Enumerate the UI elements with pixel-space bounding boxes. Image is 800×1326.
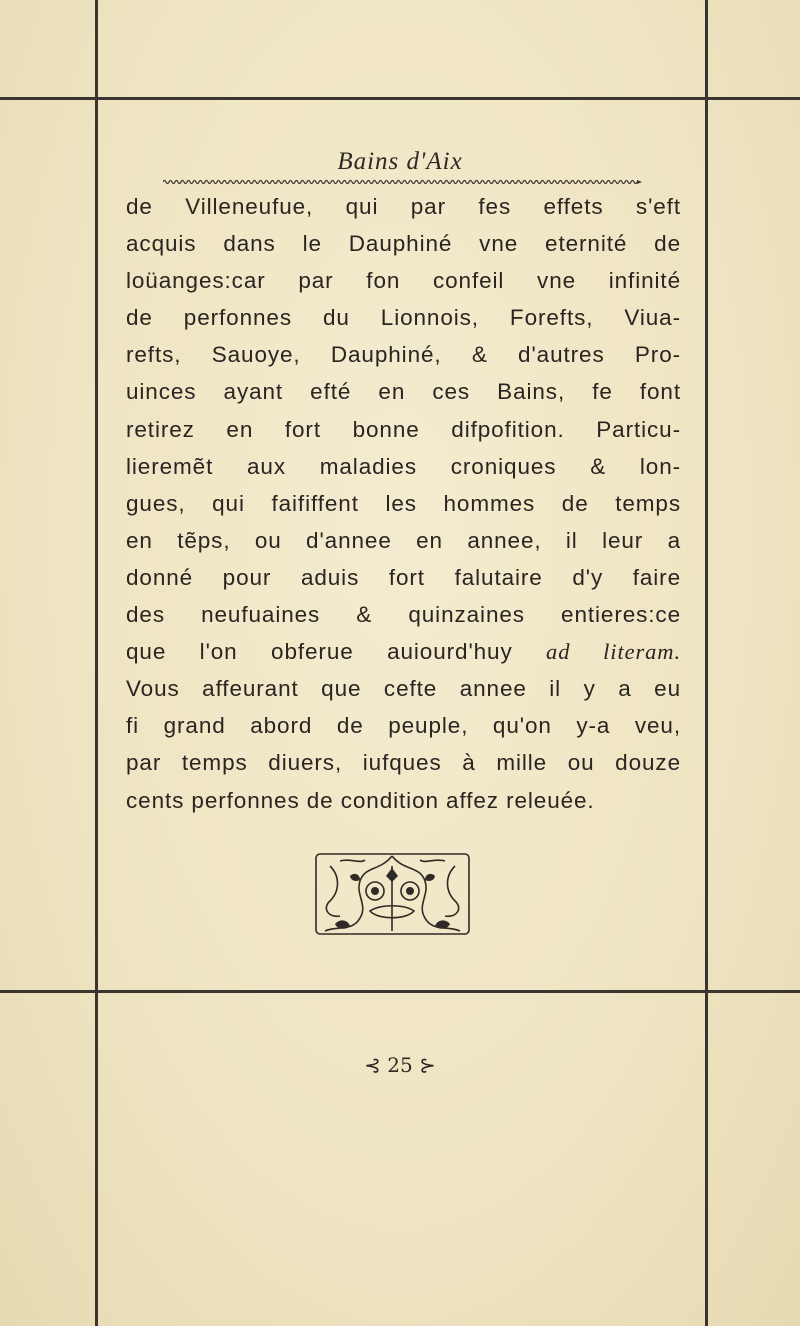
italic-phrase: ad literam. [546, 639, 681, 665]
top-frame-rule [0, 97, 800, 100]
text-line: donné pour aduis fort falutaire d'y faire [126, 564, 681, 590]
text-line: loüanges:car par fon confeil vne infinité [126, 268, 681, 294]
body-text [126, 188, 681, 819]
text-line: de perfonnes du Lionnois, Forefts, Viua- [126, 305, 681, 331]
bottom-frame-rule [0, 990, 800, 993]
page-number: ⊰ 25 ⊱ [364, 1053, 436, 1077]
running-header: Bains d'Aix [337, 148, 463, 175]
floral-tailpiece-ornament-icon [310, 846, 475, 941]
wavy-rule-ornament [163, 177, 643, 187]
text-line: retirez en fort bonne difpofition. Particu- [126, 416, 681, 442]
text-line: Vous affeurant que cefte annee il y a eu [126, 676, 681, 702]
text-line-with-italic [126, 633, 681, 670]
text-line: cents perfonnes de condition affez releuée. [126, 787, 595, 813]
text-line: gues, qui faififfent les hommes de temps [126, 490, 681, 516]
text-line: refts, Sauoye, Dauphiné, & d'autres Pro- [126, 342, 681, 368]
text-line: en tẽps, ou d'annee en annee, il leur a [126, 527, 681, 553]
text-line: par temps diuers, iufques à mille ou douze [126, 750, 681, 776]
text-line: de Villeneufue, qui par fes effets s'eft [126, 194, 681, 219]
left-frame-rule [95, 0, 98, 1326]
right-frame-rule [705, 0, 708, 1326]
text-span: que l'on obferue auiourd'huy [126, 639, 547, 665]
text-line: uinces ayant efté en ces Bains, fe font [126, 379, 681, 405]
text-line: acquis dans le Dauphiné vne eternité de [126, 231, 681, 257]
text-line: des neufuaines & quinzaines entieres:ce [126, 602, 681, 628]
text-line: fi grand abord de peuple, qu'on y-a veu, [126, 713, 681, 739]
text-line: lieremẽt aux maladies croniques & lon- [126, 453, 681, 479]
